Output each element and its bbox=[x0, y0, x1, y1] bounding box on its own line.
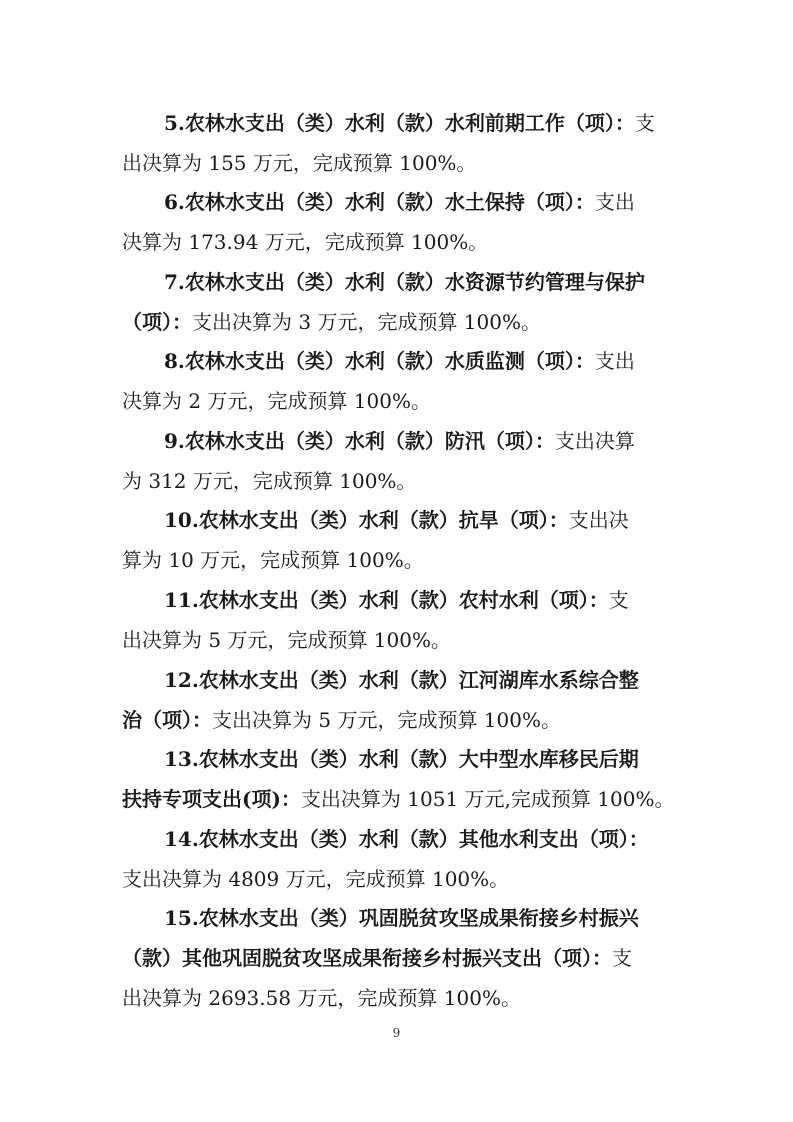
item-text: 支出决算 bbox=[554, 429, 635, 453]
list-item bbox=[122, 500, 674, 580]
item-text: 支出决算为 1051 万元,完成预算 100%。 bbox=[300, 787, 674, 811]
item-heading: （项）： bbox=[122, 310, 192, 334]
list-item bbox=[122, 739, 674, 819]
list-item bbox=[122, 660, 674, 740]
item-text: 出决算为 155 万元，完成预算 100%。 bbox=[122, 151, 477, 175]
item-heading: 5.农林水支出（类）水利（款）水利前期工作（项）： bbox=[164, 111, 635, 135]
item-text: 支出 bbox=[594, 349, 635, 373]
item-text: 支 bbox=[608, 588, 629, 612]
item-text: 决算为 173.94 万元，完成预算 100%。 bbox=[122, 230, 489, 254]
item-text: 决算为 2 万元，完成预算 100%。 bbox=[122, 389, 431, 413]
item-heading: 8.农林水支出（类）水利（款）水质监测（项）： bbox=[164, 349, 595, 373]
item-heading: （款）其他巩固脱贫攻坚成果衔接乡村振兴支出（项）： bbox=[122, 946, 612, 970]
list-item bbox=[122, 341, 674, 421]
list-item bbox=[122, 580, 674, 660]
item-heading: 13.农林水支出（类）水利（款）大中型水库移民后期 bbox=[164, 747, 639, 771]
list-item bbox=[122, 421, 674, 501]
item-text: 支 bbox=[634, 111, 655, 135]
list-item bbox=[122, 182, 674, 262]
item-text: 算为 10 万元，完成预算 100%。 bbox=[122, 548, 424, 572]
item-heading: 15.农林水支出（类）巩固脱贫攻坚成果衔接乡村振兴 bbox=[164, 906, 639, 930]
item-text: 支 bbox=[612, 946, 632, 970]
list-item bbox=[122, 898, 674, 1018]
item-text: 支出决 bbox=[568, 508, 629, 532]
item-text: 支出决算为 3 万元，完成预算 100%。 bbox=[192, 310, 541, 334]
page-number: 9 bbox=[392, 1026, 401, 1040]
item-heading: 治（项）： bbox=[122, 708, 212, 732]
list-item bbox=[122, 819, 674, 899]
item-heading: 7.农林水支出（类）水利（款）水资源节约管理与保护 bbox=[164, 270, 645, 294]
item-text: 支出决算为 5 万元，完成预算 100%。 bbox=[212, 708, 561, 732]
item-text: 支出 bbox=[594, 190, 635, 214]
item-heading: 14.农林水支出（类）水利（款）其他水利支出（项）： bbox=[164, 827, 649, 851]
list-item bbox=[122, 262, 674, 342]
list-item bbox=[122, 103, 674, 183]
item-heading: 6.农林水支出（类）水利（款）水土保持（项）： bbox=[164, 190, 595, 214]
item-text: 出决算为 5 万元，完成预算 100%。 bbox=[122, 628, 451, 652]
item-heading: 9.农林水支出（类）水利（款）防汛（项）： bbox=[164, 429, 555, 453]
item-text: 支出决算为 4809 万元，完成预算 100%。 bbox=[122, 867, 510, 891]
item-heading: 12.农林水支出（类）水利（款）江河湖库水系综合整 bbox=[164, 668, 639, 692]
item-text: 出决算为 2693.58 万元，完成预算 100%。 bbox=[122, 986, 521, 1010]
item-heading: 10.农林水支出（类）水利（款）抗旱（项）： bbox=[164, 508, 569, 532]
item-heading: 11.农林水支出（类）水利（款）农村水利（项）： bbox=[164, 588, 609, 612]
item-heading: 扶持专项支出(项)： bbox=[122, 787, 301, 811]
item-text: 为 312 万元，完成预算 100%。 bbox=[122, 469, 417, 493]
